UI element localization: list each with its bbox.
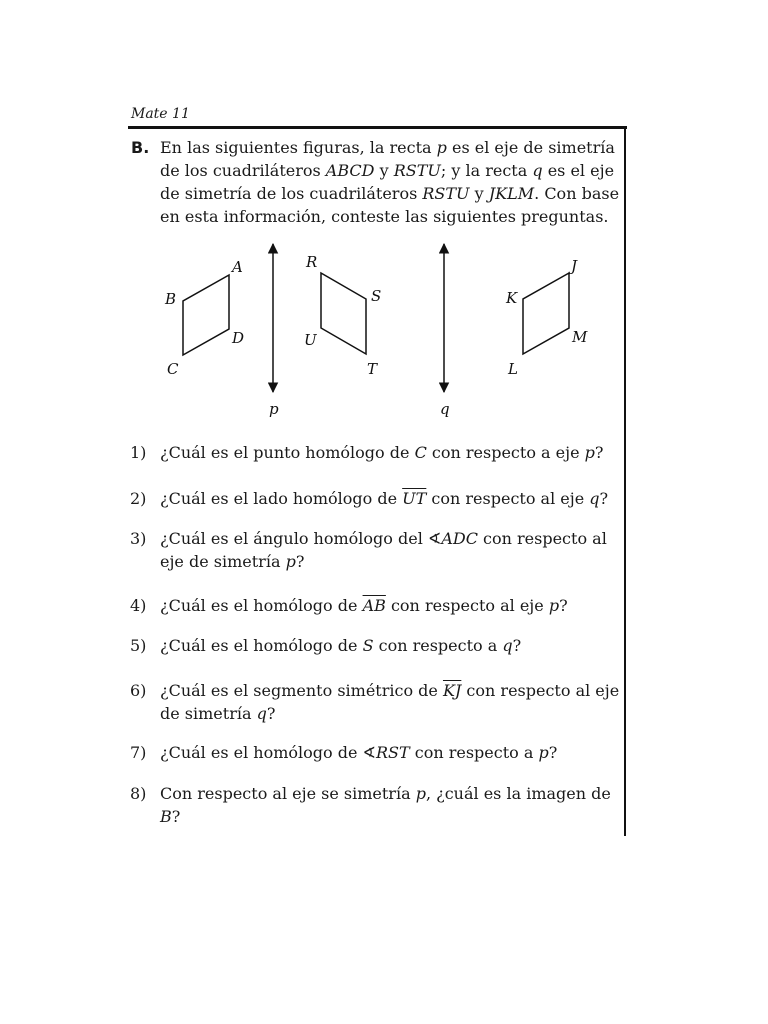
question-text-line [160, 679, 620, 702]
question-number: 8) [130, 784, 147, 803]
label-s: S [371, 287, 382, 305]
math-symbol: q [256, 704, 267, 723]
question-3 [130, 527, 610, 573]
math-symbol: RSTU [422, 184, 470, 203]
text-fragment: ¿Cuál es el segmento simétrico de [160, 681, 443, 700]
question-text-line [160, 702, 610, 725]
math-symbol: S [362, 636, 374, 655]
question-number: 6) [130, 681, 147, 700]
text-fragment: con respecto al eje [426, 489, 590, 508]
text-fragment: , ¿cuál es la imagen de [425, 784, 611, 803]
text-fragment: ¿Cuál es el homólogo de [160, 636, 363, 655]
question-7 [130, 741, 610, 764]
math-symbol: p [538, 743, 549, 762]
text-fragment: con respecto al [477, 529, 607, 548]
question-text-line [160, 805, 610, 828]
segment-notation: $\overline{UT}$ [402, 489, 427, 508]
label-q: q [440, 400, 450, 418]
math-symbol: p [285, 552, 296, 571]
text-fragment: con respecto a [409, 743, 539, 762]
text-fragment: en esta información, conteste las siguientes preguntas. [160, 207, 609, 226]
label-b: B [165, 290, 177, 308]
math-symbol: C [414, 443, 427, 462]
question-text-line [160, 487, 610, 510]
quadrilateral-jklm [523, 273, 569, 354]
math-symbol: q [502, 636, 513, 655]
text-fragment: de los cuadriláteros [160, 161, 326, 180]
text-fragment: . Con base [534, 184, 620, 203]
text-fragment: ¿Cuál es el lado homólogo de [160, 489, 403, 508]
quadrilateral-rstu [321, 273, 366, 354]
text-fragment: de simetría [160, 704, 257, 723]
page-header-title: Mate 11 [131, 106, 190, 122]
label-c: C [167, 360, 179, 378]
text-fragment: con respecto a eje [426, 443, 585, 462]
text-fragment: Con respecto al eje se simetría [160, 784, 416, 803]
text-fragment: y [374, 161, 394, 180]
text-fragment: ? [266, 704, 276, 723]
math-symbol: p [436, 138, 447, 157]
question-number: 7) [130, 743, 147, 762]
text-fragment: es el eje [542, 161, 615, 180]
math-symbol: JKLM [488, 184, 535, 203]
question-4 [130, 594, 610, 617]
math-symbol: RSTU [393, 161, 441, 180]
label-d: D [232, 329, 245, 347]
question-1 [130, 441, 610, 464]
math-symbol: ADC [441, 529, 478, 548]
question-number: 1) [130, 443, 147, 462]
label-m: M [572, 328, 588, 346]
text-fragment: ? [171, 807, 181, 826]
math-symbol: p [548, 596, 560, 615]
question-number: 5) [130, 636, 147, 655]
question-number: 2) [130, 489, 147, 508]
text-fragment: eje de simetría [160, 552, 286, 571]
text-fragment: con respecto al eje [461, 681, 620, 700]
question-6 [130, 679, 620, 725]
segment-notation: $\overline{AB}$ [362, 596, 386, 615]
text-fragment: ? [512, 636, 522, 655]
question-2 [130, 487, 610, 510]
label-l: L [508, 360, 518, 378]
text-fragment: ¿Cuál es el homólogo de [160, 596, 363, 615]
label-u: U [304, 331, 317, 349]
question-8 [130, 782, 610, 828]
label-t: T [367, 360, 378, 378]
text-fragment: ? [599, 489, 609, 508]
label-a: A [232, 258, 243, 276]
text-fragment: ; y la recta [440, 161, 533, 180]
label-k: K [506, 289, 518, 307]
math-symbol: RST [375, 743, 410, 762]
math-symbol: B [160, 807, 172, 826]
text-fragment: ? [548, 743, 558, 762]
text-fragment: de simetría de los cuadriláteros [160, 184, 423, 203]
label-j: J [571, 257, 578, 275]
question-text-line [160, 594, 610, 617]
question-5 [130, 634, 610, 657]
math-symbol: q [532, 161, 543, 180]
label-p: p [269, 400, 279, 418]
text-fragment: ? [295, 552, 305, 571]
question-text-line [160, 782, 610, 805]
math-symbol: ABCD [325, 161, 375, 180]
math-symbol: q [589, 489, 600, 508]
text-fragment: es el eje de simetría [446, 138, 615, 157]
text-fragment: y [469, 184, 489, 203]
text-fragment: ¿Cuál es el punto homólogo de [160, 443, 415, 462]
math-symbol: p [584, 443, 595, 462]
text-fragment: En las siguientes figuras, la recta [160, 138, 437, 157]
question-number: 4) [130, 596, 147, 615]
segment-notation: $\overline{KJ}$ [442, 681, 462, 700]
text-fragment: con respecto a [373, 636, 503, 655]
text-fragment: ¿Cuál es el ángulo homólogo del ∢ [160, 529, 442, 548]
question-text-line [160, 634, 610, 657]
text-fragment: ¿Cuál es el homólogo de ∢ [160, 743, 376, 762]
text-fragment: ? [594, 443, 604, 462]
quadrilateral-abcd [183, 275, 229, 355]
math-symbol: p [415, 784, 426, 803]
label-r: R [306, 253, 318, 271]
question-text-line [160, 527, 610, 550]
text-fragment: ? [559, 596, 568, 615]
question-text-line [160, 741, 610, 764]
section-label: B. [131, 138, 150, 157]
question-text-line [160, 550, 610, 573]
question-text-line [160, 441, 610, 464]
text-fragment: con respecto al eje [385, 596, 549, 615]
question-number: 3) [130, 529, 147, 548]
